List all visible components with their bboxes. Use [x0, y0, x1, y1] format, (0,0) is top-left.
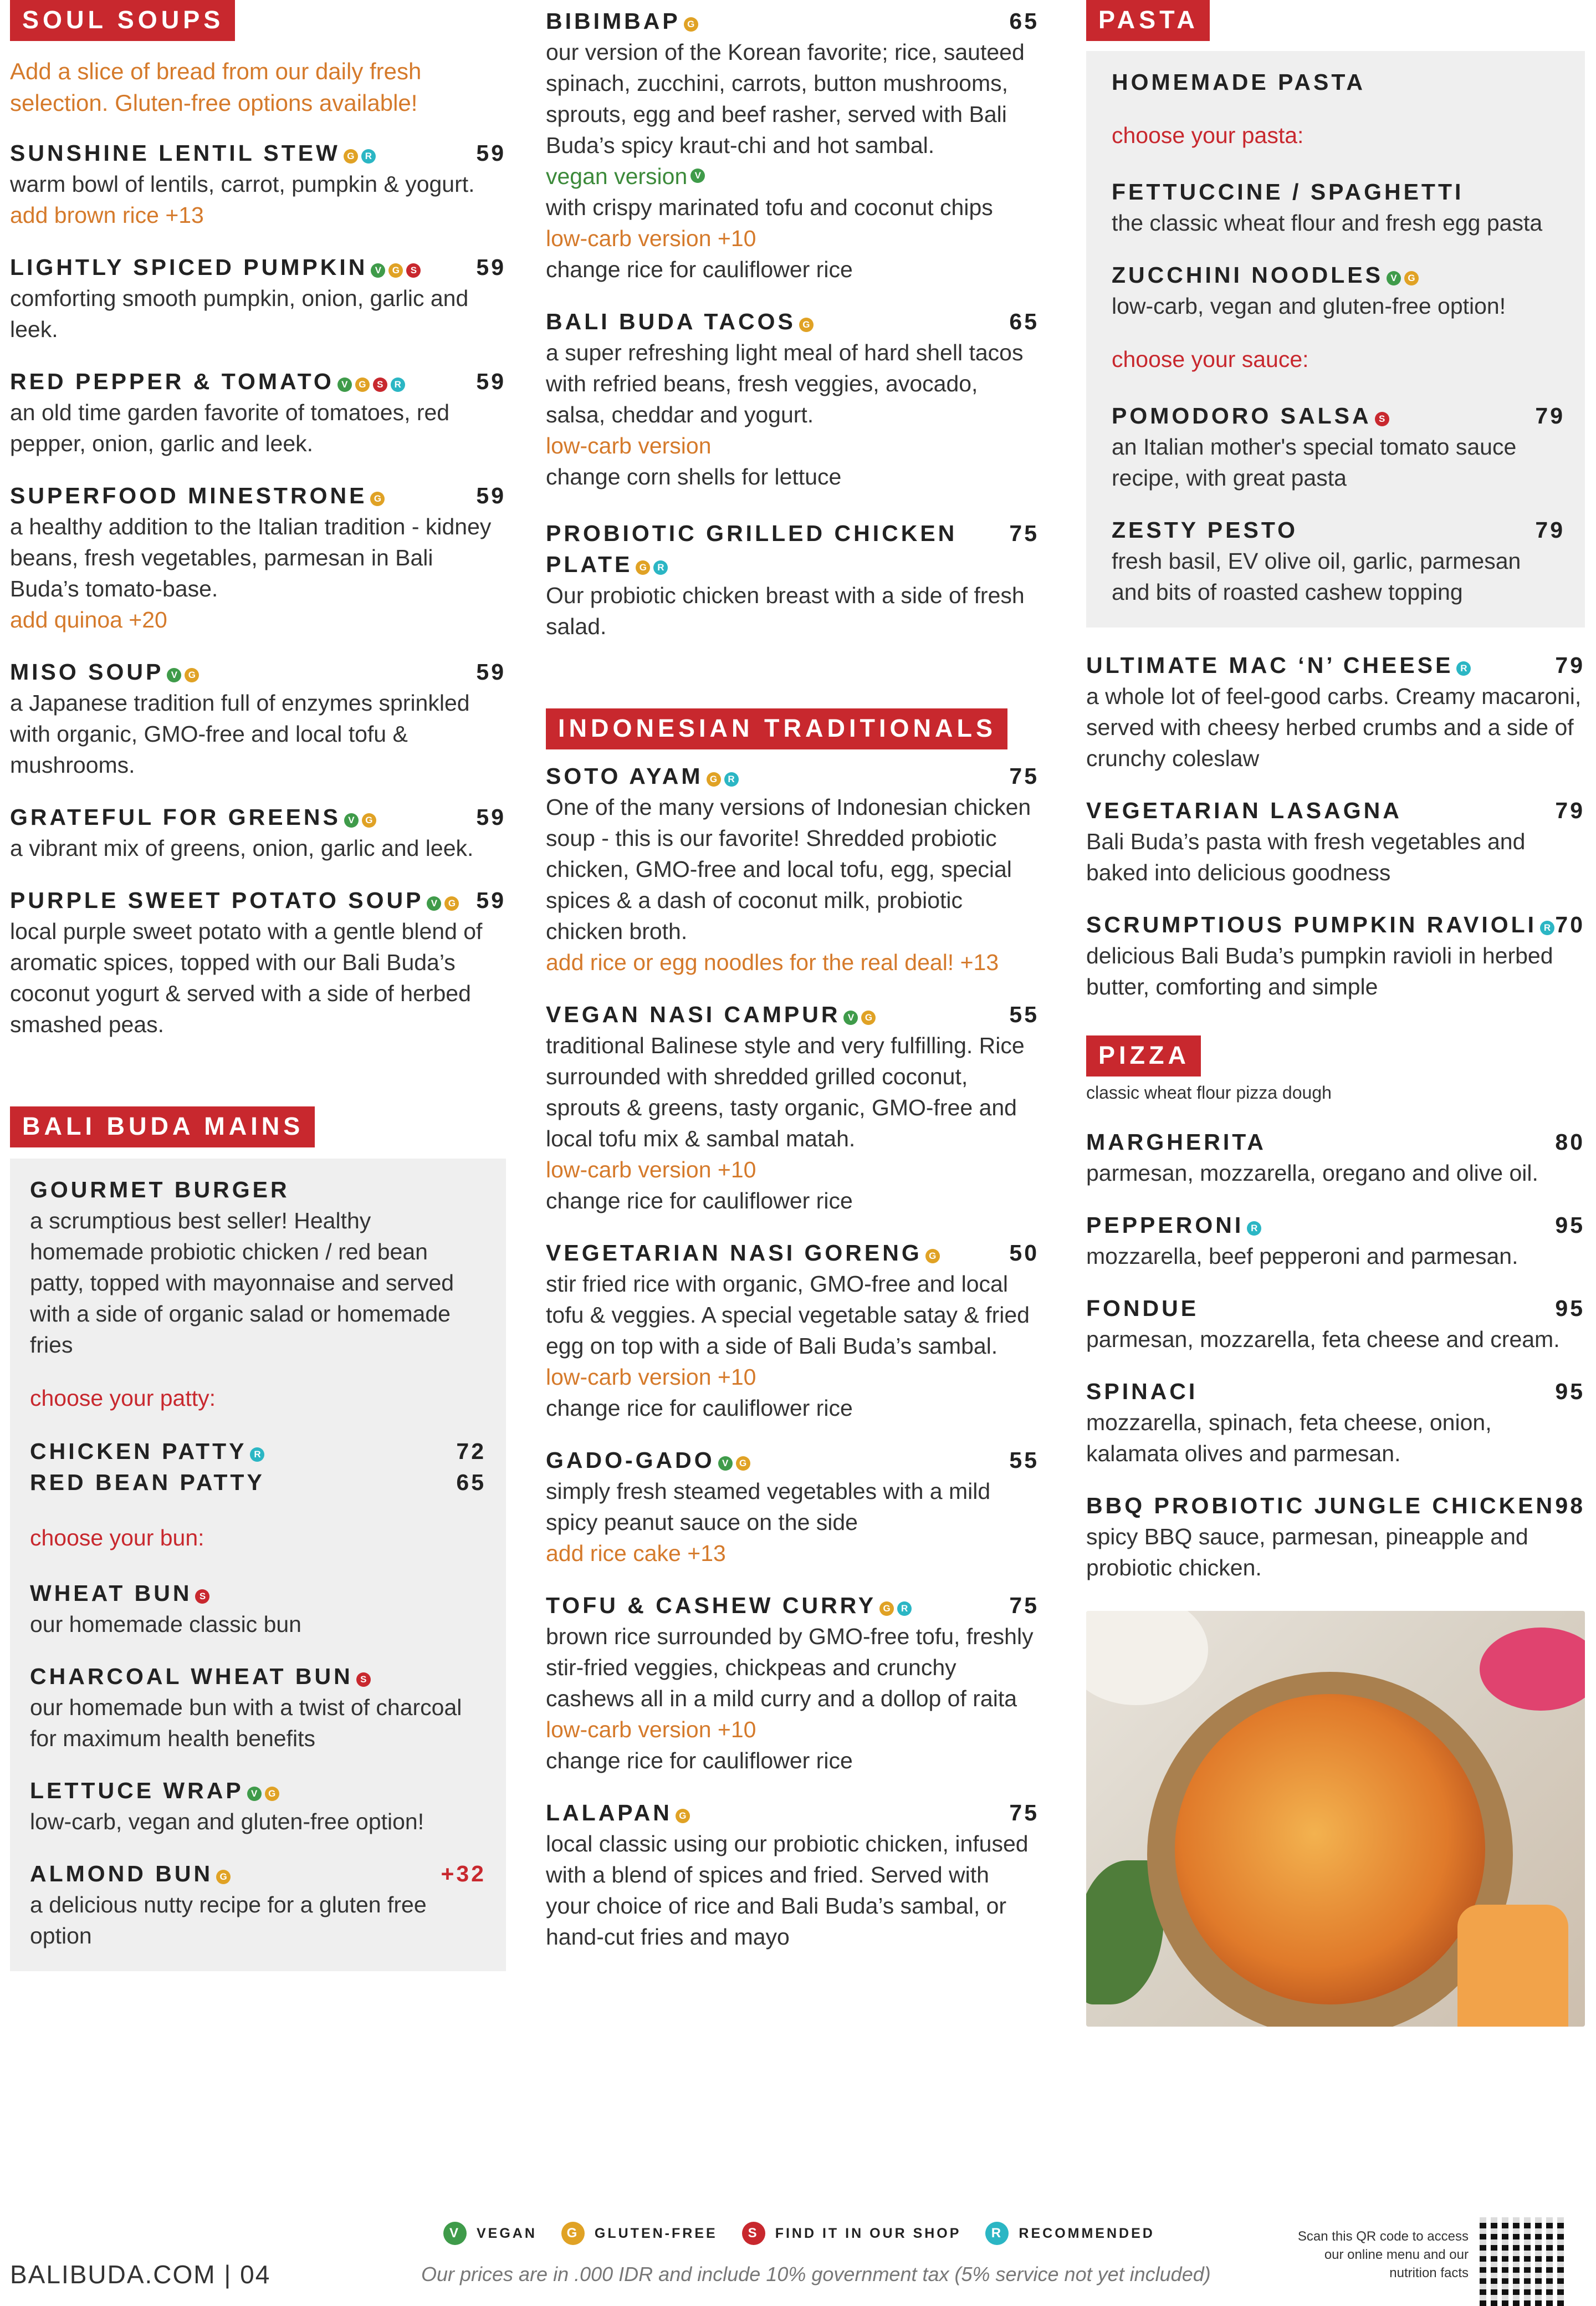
sauce-price: 79: [1535, 517, 1565, 543]
recommended-icon: R: [391, 377, 405, 392]
menu-item: [546, 1590, 1039, 1776]
item-name: RED PEPPER & TOMATO: [10, 369, 334, 394]
item-price: 75: [1009, 1593, 1039, 1618]
patty-price: 72: [456, 1438, 486, 1464]
shop-icon: S: [1375, 412, 1389, 426]
menu-item: [546, 518, 1039, 642]
menu-item: [546, 6, 1039, 285]
choose-patty-label: choose your patty:: [30, 1385, 216, 1411]
item-name: SPINACI: [1086, 1379, 1198, 1404]
item-desc: our version of the Korean favorite; rice, sauteed spinach, zucchini, carrots, button mushrooms, sprouts, egg and beef rasher, served with Bali Buda’s spicy kraut-chi and hot sambal.: [546, 39, 1025, 158]
recommended-icon: R: [653, 560, 668, 575]
item-name: BIBIMBAP: [546, 8, 681, 34]
menu-item: [546, 1237, 1039, 1424]
pasta-heading: HOMEMADE PASTA: [1112, 69, 1365, 95]
bowl-shape: [1086, 1611, 1208, 1705]
pasta-panel: [1086, 51, 1585, 627]
gluten-free-icon: G: [861, 1011, 876, 1025]
gluten-free-icon: G: [684, 17, 698, 32]
menu-item: [10, 252, 506, 345]
legend-label: VEGAN: [477, 2225, 537, 2241]
recommended-icon: R: [1456, 661, 1471, 676]
item-desc: a vibrant mix of greens, onion, garlic and leek.: [10, 835, 474, 861]
item-addon: add rice cake +13: [546, 1540, 726, 1566]
item-name: PURPLE SWEET POTATO SOUP: [10, 887, 424, 913]
item-name: MISO SOUP: [10, 659, 164, 685]
vegan-icon: V: [718, 1456, 733, 1471]
menu-item: [1086, 1210, 1585, 1272]
item-price: 98: [1555, 1493, 1585, 1518]
item-desc: mozzarella, beef pepperoni and parmesan.: [1086, 1243, 1518, 1269]
item-price: 80: [1555, 1129, 1585, 1155]
item-desc: a healthy addition to the Italian tradition - kidney beans, fresh vegetables, parmesan in Bali Buda’s tomato-base.: [10, 514, 492, 601]
item-name: VEGETARIAN NASI GORENG: [546, 1240, 922, 1266]
vegan-icon: V: [337, 377, 352, 392]
item-price: 55: [1009, 1002, 1039, 1027]
bun-desc: our homemade bun with a twist of charcoal for maximum health benefits: [30, 1695, 462, 1751]
sauce-name: ZESTY PESTO: [1112, 517, 1298, 543]
item-name-line2: PLATE: [546, 552, 633, 577]
vegan-icon: V: [167, 668, 181, 682]
legend-label: RECOMMENDED: [1019, 2225, 1155, 2241]
menu-item: [1086, 650, 1585, 774]
shop-icon: S: [195, 1589, 209, 1604]
item-price: 75: [1009, 1800, 1039, 1825]
pasta-desc: low-carb, vegan and gluten-free option!: [1112, 293, 1506, 319]
item-price: 59: [476, 140, 506, 166]
item-price: 59: [476, 804, 506, 830]
bun-price: +32: [441, 1861, 486, 1886]
pasta-name: ZUCCHINI NOODLES: [1112, 262, 1383, 288]
sauce-desc: fresh basil, EV olive oil, garlic, parmesan and bits of roasted cashew topping: [1112, 548, 1521, 605]
menu-item: [10, 885, 506, 1040]
menu-item: [1086, 1126, 1585, 1188]
menu-item: [1086, 1490, 1585, 1583]
column-mains-indonesian: [546, 0, 1039, 1952]
menu-item: [546, 306, 1039, 492]
menu-item: [10, 366, 506, 459]
vegan-icon: V: [427, 896, 441, 911]
item-addon: add rice or egg noodles for the real deal! +13: [546, 950, 999, 975]
bun-name: CHARCOAL WHEAT BUN: [30, 1664, 353, 1689]
item-price: 65: [1009, 309, 1039, 334]
item-desc: stir fried rice with organic, GMO-free and local tofu & veggies. A special vegetable satay & fried egg on top with a side of Bali Buda’s sambal.: [546, 1271, 1030, 1359]
pasta-desc: the classic wheat flour and fresh egg pasta: [1112, 210, 1543, 236]
item-name: FONDUE: [1086, 1295, 1199, 1321]
gluten-free-icon: G: [388, 263, 403, 278]
item-desc: traditional Balinese style and very fulfilling. Rice surrounded with shredded grilled coconut, sprouts & greens, tasty organic, GMO-free and local tofu mix & sambal matah.: [546, 1033, 1025, 1151]
item-desc: a super refreshing light meal of hard shell tacos with refried beans, fresh veggies, avocado, salsa, cheddar and yogurt.: [546, 340, 1024, 427]
choose-sauce-label: choose your sauce:: [1112, 346, 1309, 372]
section-title-mains: BALI BUDA MAINS: [10, 1106, 315, 1147]
juice-glass-shape: [1457, 1905, 1568, 2027]
gluten-free-icon: G: [636, 560, 650, 575]
item-desc: parmesan, mozzarella, feta cheese and cream.: [1086, 1327, 1560, 1352]
item-price: 79: [1555, 652, 1585, 678]
item-desc: a scrumptious best seller! Healthy homemade probiotic chicken / red bean patty, topped with mayonnaise and served with a side of organic salad or homemade fries: [30, 1208, 454, 1358]
menu-item: [1086, 795, 1585, 888]
menu-item: [1086, 1293, 1585, 1355]
pizza-subtitle: classic wheat flour pizza dough: [1086, 1083, 1332, 1103]
item-desc: mozzarella, spinach, feta cheese, onion, kalamata olives and parmesan.: [1086, 1410, 1492, 1466]
vegan-icon: V: [1387, 271, 1401, 285]
gluten-free-icon: G: [799, 318, 814, 332]
shop-icon: S: [373, 377, 387, 392]
recommended-icon: R: [1540, 921, 1554, 935]
lowcarb-desc: change corn shells for lettuce: [546, 464, 842, 489]
patty-price: 65: [456, 1470, 486, 1495]
bun-desc: our homemade classic bun: [30, 1611, 301, 1637]
vegan-icon: V: [690, 169, 705, 183]
item-price: 59: [476, 887, 506, 913]
pasta-name: FETTUCCINE / SPAGHETTI: [1112, 179, 1464, 205]
item-addon: add brown rice +13: [10, 202, 204, 228]
gluten-free-icon: G: [925, 1249, 940, 1263]
gluten-free-icon: G: [265, 1787, 279, 1801]
lowcarb-label: low-carb version +10: [546, 226, 756, 251]
item-addon: low-carb version +10: [546, 1364, 756, 1390]
menu-item: [10, 137, 506, 231]
patty-name: CHICKEN PATTY: [30, 1438, 247, 1464]
menu-item: [546, 1797, 1039, 1952]
item-price: 95: [1555, 1295, 1585, 1321]
sauce-desc: an Italian mother's special tomato sauce recipe, with great pasta: [1112, 434, 1517, 491]
item-desc: delicious Bali Buda’s pumpkin ravioli in herbed butter, comforting and simple: [1086, 943, 1553, 999]
item-name: VEGETARIAN LASAGNA: [1086, 798, 1402, 823]
vegan-icon: V: [247, 1787, 262, 1801]
column-pasta-pizza: [1086, 0, 1585, 2027]
vegan-icon: V: [344, 813, 359, 828]
item-name: GRATEFUL FOR GREENS: [10, 804, 341, 830]
item-price: 59: [476, 483, 506, 508]
lowcarb-label: low-carb version: [546, 433, 712, 458]
item-price: 59: [476, 659, 506, 685]
recommended-icon: R: [985, 2222, 1009, 2245]
item-desc: One of the many versions of Indonesian chicken soup - this is our favorite! Shredded probiotic chicken, GMO-free and local tofu, egg, special spices & a dash of coconut milk, probiotic chicken broth.: [546, 794, 1031, 944]
item-price: 75: [1009, 521, 1039, 546]
item-name: BBQ PROBIOTIC JUNGLE CHICKEN: [1086, 1493, 1556, 1518]
item-desc: Our probiotic chicken breast with a side of fresh salad.: [546, 583, 1025, 639]
item-desc: Bali Buda’s pasta with fresh vegetables and baked into delicious goodness: [1086, 829, 1526, 885]
sauce-name: POMODORO SALSA: [1112, 403, 1372, 428]
item-name: ULTIMATE MAC ‘N’ CHEESE: [1086, 652, 1454, 678]
gluten-free-icon: G: [736, 1456, 750, 1471]
bun-name: WHEAT BUN: [30, 1580, 192, 1606]
bowl-shape: [1480, 1628, 1585, 1711]
item-name: MARGHERITA: [1086, 1129, 1266, 1155]
bun-desc: low-carb, vegan and gluten-free option!: [30, 1809, 424, 1834]
icon-legend: [443, 2222, 1155, 2245]
legend-label: GLUTEN-FREE: [594, 2225, 718, 2241]
vegan-version-label: vegan version: [546, 164, 688, 189]
gluten-free-icon: G: [355, 377, 370, 392]
recommended-icon: R: [724, 772, 739, 787]
item-name: PEPPERONI: [1086, 1212, 1244, 1238]
gluten-free-icon: G: [879, 1601, 894, 1616]
bun-desc: a delicious nutty recipe for a gluten free option: [30, 1892, 427, 1948]
item-name: SCRUMPTIOUS PUMPKIN RAVIOLI: [1086, 912, 1537, 937]
footer: [0, 2195, 1596, 2303]
bun-name: LETTUCE WRAP: [30, 1778, 244, 1803]
item-price: 50: [1009, 1240, 1039, 1266]
shop-icon: S: [406, 263, 421, 278]
menu-item: [1086, 1376, 1585, 1469]
gluten-free-icon: G: [344, 149, 358, 164]
patty-name: RED BEAN PATTY: [30, 1470, 265, 1495]
section-title-soul-soups: SOUL SOUPS: [10, 0, 235, 41]
menu-item: [546, 761, 1039, 978]
vegan-icon: V: [443, 2222, 467, 2245]
pizza-shape: [1175, 1694, 1485, 2004]
item-addon: low-carb version +10: [546, 1157, 756, 1182]
pizza-photo: [1086, 1611, 1585, 2027]
gluten-free-icon: G: [216, 1870, 231, 1884]
item-price: 95: [1555, 1379, 1585, 1404]
choose-pasta-label: choose your pasta:: [1112, 123, 1304, 148]
item-desc: local classic using our probiotic chicken, infused with a blend of spices and fried. Served with your choice of rice and Bali Buda’s sambal, or hand-cut fries and mayo: [546, 1831, 1029, 1950]
bun-name: ALMOND BUN: [30, 1861, 213, 1886]
menu-item: [546, 999, 1039, 1216]
vegan-icon: V: [843, 1011, 858, 1025]
item-addon: add quinoa +20: [10, 607, 167, 632]
item-desc: local purple sweet potato with a gentle blend of aromatic spices, topped with our Bali Buda’s coconut yogurt & served with a side of herbed smashed peas.: [10, 919, 483, 1037]
recommended-icon: R: [361, 149, 376, 164]
item-addon-desc: change rice for cauliflower rice: [546, 1395, 853, 1421]
item-price: 55: [1009, 1447, 1039, 1473]
item-price: 65: [1009, 8, 1039, 34]
item-desc: warm bowl of lentils, carrot, pumpkin & yogurt.: [10, 171, 475, 197]
burger-panel: [10, 1159, 506, 1971]
item-price: 59: [476, 254, 506, 280]
gluten-free-icon: G: [676, 1809, 690, 1823]
menu-item: [546, 1445, 1039, 1569]
menu-item: [1086, 909, 1585, 1002]
item-addon: low-carb version +10: [546, 1717, 756, 1742]
column-soups-mains: [10, 0, 506, 1971]
recommended-icon: R: [250, 1447, 264, 1462]
shop-icon: S: [742, 2222, 765, 2245]
item-name: LIGHTLY SPICED PUMPKIN: [10, 254, 368, 280]
item-name: PROBIOTIC GRILLED CHICKEN: [546, 521, 958, 546]
vegan-version-desc: with crispy marinated tofu and coconut chips: [546, 195, 993, 220]
item-addon-desc: change rice for cauliflower rice: [546, 1188, 853, 1213]
item-price: 59: [476, 369, 506, 394]
item-desc: comforting smooth pumpkin, onion, garlic and leek.: [10, 285, 469, 342]
item-desc: a Japanese tradition full of enzymes sprinkled with organic, GMO-free and local tofu & mushrooms.: [10, 690, 470, 778]
menu-item: [10, 480, 506, 635]
item-price: 95: [1555, 1212, 1585, 1238]
gluten-free-icon: G: [444, 896, 459, 911]
item-desc: simply fresh steamed vegetables with a mild spicy peanut sauce on the side: [546, 1478, 991, 1535]
section-title-indonesian: INDONESIAN TRADITIONALS: [546, 708, 1007, 749]
qr-code[interactable]: [1480, 2217, 1568, 2306]
item-name: GOURMET BURGER: [30, 1177, 290, 1202]
item-name: SUNSHINE LENTIL STEW: [10, 140, 340, 166]
recommended-icon: R: [897, 1601, 912, 1616]
sauce-price: 79: [1535, 403, 1565, 428]
item-name: GADO-GADO: [546, 1447, 715, 1473]
item-name: SUPERFOOD MINESTRONE: [10, 483, 367, 508]
item-price: 79: [1555, 798, 1585, 823]
recommended-icon: R: [1247, 1221, 1261, 1236]
item-desc: spicy BBQ sauce, parmesan, pineapple and probiotic chicken.: [1086, 1524, 1528, 1580]
gluten-free-icon: G: [185, 668, 199, 682]
qr-text: Scan this QR code to access our online menu and our nutrition facts: [1297, 2229, 1469, 2281]
section-title-pizza: PIZZA: [1086, 1035, 1201, 1077]
item-name: SOTO AYAM: [546, 763, 703, 789]
item-price: 75: [1009, 763, 1039, 789]
gluten-free-icon: G: [707, 772, 721, 787]
menu-item: [10, 802, 506, 864]
gluten-free-icon: G: [561, 2222, 585, 2245]
item-addon-desc: change rice for cauliflower rice: [546, 1748, 853, 1773]
soups-note: Add a slice of bread from our daily fresh selection. Gluten-free options available!: [10, 58, 422, 116]
site-url[interactable]: BALIBUDA.COM | 04: [10, 2260, 271, 2289]
legend-label: FIND IT IN OUR SHOP: [775, 2225, 961, 2241]
vegan-icon: V: [371, 263, 385, 278]
section-title-pasta: PASTA: [1086, 0, 1210, 41]
item-desc: an old time garden favorite of tomatoes, red pepper, onion, garlic and leek.: [10, 400, 450, 456]
lowcarb-desc: change rice for cauliflower rice: [546, 257, 853, 282]
prices-note: Our prices are in .000 IDR and include 10% government tax (5% service not yet included): [421, 2263, 1211, 2285]
menu-item: [10, 656, 506, 780]
item-name: BALI BUDA TACOS: [546, 309, 796, 334]
item-name: LALAPAN: [546, 1800, 672, 1825]
gluten-free-icon: G: [370, 492, 385, 506]
item-name: TOFU & CASHEW CURRY: [546, 1593, 877, 1618]
gluten-free-icon: G: [1404, 271, 1419, 285]
item-name: VEGAN NASI CAMPUR: [546, 1002, 841, 1027]
shop-icon: S: [356, 1672, 371, 1687]
choose-bun-label: choose your bun:: [30, 1525, 204, 1550]
item-desc: parmesan, mozzarella, oregano and olive oil.: [1086, 1160, 1538, 1186]
item-desc: a whole lot of feel-good carbs. Creamy macaroni, served with cheesy herbed crumbs and a side of crunchy coleslaw: [1086, 683, 1582, 771]
item-desc: brown rice surrounded by GMO-free tofu, freshly stir-fried veggies, chickpeas and crunchy cashews all in a mild curry and a dollop of raita: [546, 1624, 1034, 1711]
item-price: 70: [1555, 912, 1585, 937]
gluten-free-icon: G: [362, 813, 376, 828]
